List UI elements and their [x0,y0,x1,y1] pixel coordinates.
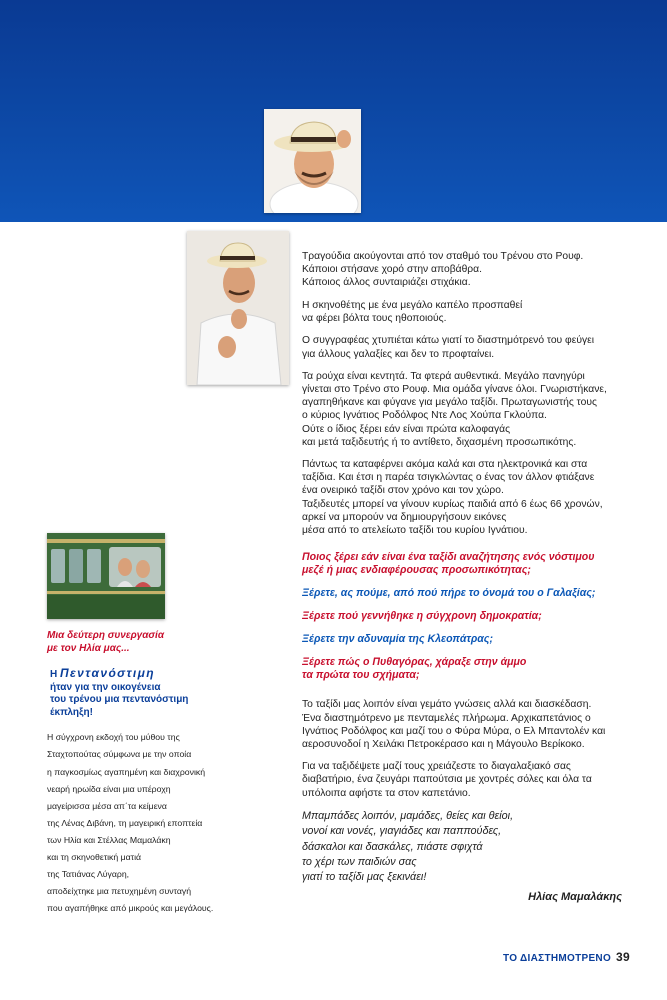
sidebar-text-line: των Ηλία και Στέλλας Μαμαλάκη [47,834,171,845]
article-paragraph: Τα ρούχα είναι κεντητά. Τα φτερά αυθεντικά. Μεγάλο πανηγύρι γίνεται στο Τρένο στο Ρουφ. Μια ομάδα γίνανε όλοι. Γνωριστήκανε, αγαπηθήκανε και φύγανε για μεγάλο ταξίδι. Πρωταγωνιστής τους ο κύριος Ιγνάτιος Ροδόλφος Ντε Λος Χούπα Γκλούπα. Ούτε ο ίδιος ξέρει εάν είναι πρώτα καλοφαγάς και μετά ταξιδευτής ή το αντίθετο, διχασμένη προσωπικότης. [302,371,607,448]
sidebar-heading-line: έκπληξη! [50,706,93,718]
sidebar-text-line: Σταχτοπούτας σύμφωνα με την οποία [47,749,192,760]
portrait-hat-image [264,109,361,213]
question-red: Ξέρετε πώς ο Πυθαγόρας, χάραξε στην άμμο τα πρώτα του σχήματα; [302,656,527,682]
sidebar-heading-line [50,667,247,682]
question-blue: Ξέρετε, ας πούμε, από πού πήρε το όνομά του ο Γαλαξίας; [302,586,596,599]
photo-caption: Μια δεύτερη συνεργασία με τον Ηλία μας... [47,630,165,654]
sidebar-column [47,629,247,917]
page-number: 39 [616,950,630,964]
sidebar-heading-name: Πεντανόστιμη [60,666,155,680]
article-paragraph: Ο συγγραφέας χτυπιέται κάτω γιατί το διαστημότρενό του φεύγει για άλλους γαλαξίες και δεν το προφταίνει. [302,335,594,360]
article-paragraph: Η σκηνοθέτης με ένα μεγάλο καπέλο προσπαθεί να φέρει βόλτα τους ηθοποιούς. [302,299,523,324]
sidebar-text-line: η παγκοσμίως αγαπημένη και διαχρονική [47,766,206,777]
train-window-image [47,533,165,619]
sidebar-heading-prefix: Η [50,669,60,680]
article-body [302,250,632,904]
sidebar-text-line: που αγαπήθηκε από μικρούς και μεγάλους. [47,903,214,914]
sidebar-text-line: μαγείρισσα μέσα απ΄τα κείμενα [47,800,167,811]
portrait-photo-side [187,231,289,385]
closing-poem: Μπαμπάδες λοιπόν, μαμάδες, θείες και θείοι, νονοί και νονές, γιαγιάδες και παππούδες, δάσκαλοι και δασκάλες, πιάστε σφιχτά το χέρι των παιδιών σας γιατί το ταξίδι μας ξεκινάει! [302,810,514,883]
sidebar-text [47,729,247,917]
article-paragraph: Το ταξίδι μας λοιπόν είναι γεμάτο γνώσεις αλλά και διασκέδαση. Ένα διαστημότρενο με πενταμελές πλήρωμα. Αρχικαπετάνιος ο Ιγνάτιος Ροδόλφος και μαζί του ο Φύρα Μύρα, ο Ελ Μπαντολέν και αεροσυνοδοί η Χειλάκι Πετροκέρασο και η Μάγουλο Βερίκοκο. [302,699,606,750]
question-blue: Ξέρετε την αδυναμία της Κλεοπάτρας; [302,633,493,646]
sidebar-heading-line: του τρένου μια πεντανόστιμη [50,694,189,706]
sidebar-heading [47,667,247,719]
sidebar-text-line: και τη σκηνοθετική ματιά [47,852,142,863]
article-paragraph: Πάντως τα καταφέρνει ακόμα καλά και στα ηλεκτρονικά και στα ταξίδια. Και έτσι η παρέα τσιγκλώντας ο ένας τον άλλον φτιάξανε ένα ονειρικό ταξίδι στον χρόνο και τον χώρο. Ταξιδευτές μπορεί να γίνουν κυρίως παιδιά από 6 έως 66 χρονών, αρκεί να μπορούν να δημιουργήσουν εικόνες μέσα από το ατελείωτο ταξίδι του κυρίου Ιγνάτιου. [302,459,603,536]
article-paragraph: Τραγούδια ακούγονται από τον σταθμό του Τρένου στο Ρουφ. Κάποιοι στήσανε χορό στην αποβάθρα. Κάποιος άλλος συνταιριάζει στιχάκια. [302,251,584,289]
sidebar-text-line: αποδείχτηκε μια πετυχημένη συνταγή [47,886,192,897]
sidebar-heading-line: ήταν για την οικογένεια [50,681,161,693]
article-paragraph: Για να ταξιδέψετε μαζί τους χρειάζεστε το διαγαλαξιακό σας διαβατήριο, ένα ζευγάρι παπούτσια με χοντρές σόλες και όλα τα υπόλοιπα αφήστε τα στον καπετάνιο. [302,761,592,799]
author-signature: Ηλίας Μαμαλάκης [528,891,622,904]
publication-name: ΤΟ ΔΙΑΣΤΗΜΟΤΡΕΝΟ [503,953,612,964]
sidebar-text-line: της Τατιάνας Λύγαρη, [47,869,130,880]
question-red: Ξέρετε πού γεννήθηκε η σύγχρονη δημοκρατία; [302,610,542,623]
sidebar-text-line: νεαρή ηρωίδα είναι μια υπέροχη [47,783,171,794]
page-footer [503,950,630,964]
question-red: Ποιος ξέρει εάν είναι ένα ταξίδι αναζήτησης ενός νόστιμου μεζέ ή μιας ενδιαφέρουσας προσωπικότητας; [302,550,595,576]
portrait-white-shirt-image [187,231,289,385]
sidebar-text-line: Η σύγχρονη εκδοχή του μύθου της [47,732,180,743]
portrait-photo-top [264,109,361,213]
sidebar-text-line: της Λένας Διβάνη, τη μαγειρική εποπτεία [47,817,203,828]
train-photo [47,533,165,619]
